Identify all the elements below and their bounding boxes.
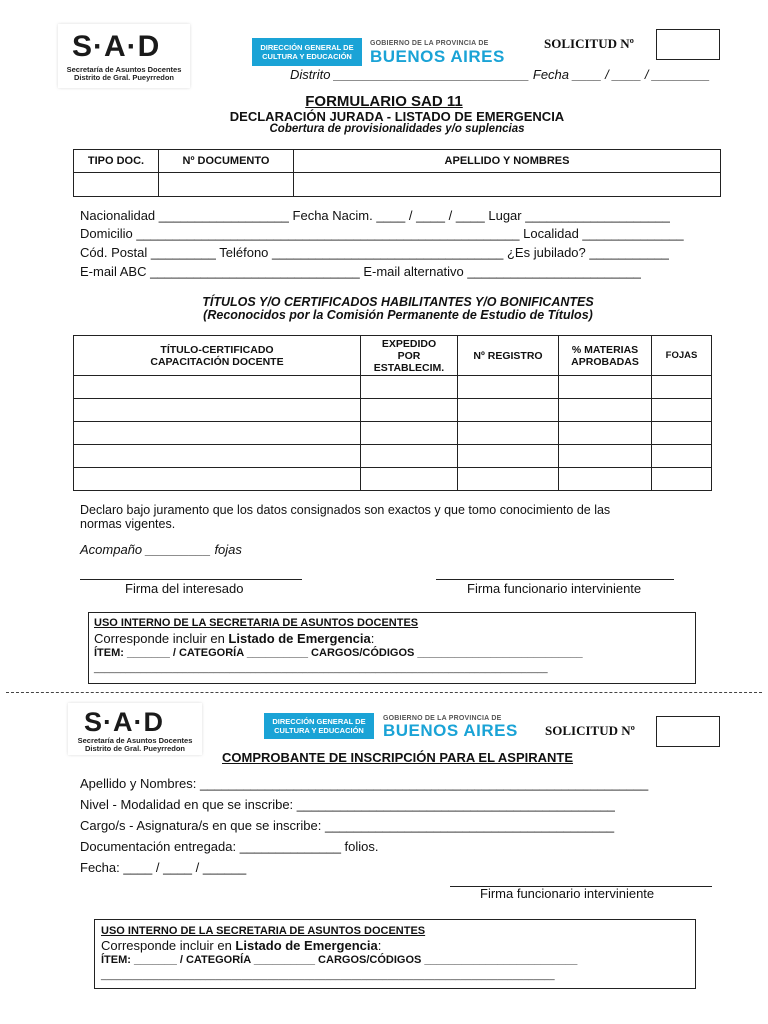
titulos-header-titulo: TÍTULO-CERTIFICADO CAPACITACIÓN DOCENTE xyxy=(74,336,361,376)
ba-buenos-aires-label: BUENOS AIRES xyxy=(370,47,505,66)
titulos-subheading: (Reconocidos por la Comisión Permanente de Estudio de Títulos) xyxy=(203,308,593,322)
comprobante-firma-label: Firma funcionario interviniente xyxy=(480,886,655,901)
blank-line-1: _______________________________________________________________________________________ xyxy=(94,662,548,673)
titulos-table xyxy=(73,335,712,491)
solicitud-label-2: SOLICITUD Nº xyxy=(545,723,635,738)
email-line: E-mail ABC _____________________________ E-mail alternativo ________________________ xyxy=(80,264,641,279)
ba-direccion-badge-2: DIRECCIÓN GENERAL DE CULTURA Y EDUCACIÓN xyxy=(264,713,374,739)
id-header-tipo-doc: TIPO DOC. xyxy=(74,150,159,173)
id-cell-tipo-doc[interactable] xyxy=(74,173,159,197)
titulos-header-expedido: EXPEDIDO POR ESTABLECIM. xyxy=(361,336,458,376)
titulos-header-materias: % MATERIAS APROBADAS xyxy=(559,336,652,376)
item-line-1: ÍTEM: _______ / CATEGORÍA __________ CARGOS/CÓDIGOS ___________________________ xyxy=(94,647,583,659)
corresponde-line-1: Corresponde incluir en Listado de Emergencia: xyxy=(94,631,375,646)
sad-logo xyxy=(58,24,190,88)
titulos-row xyxy=(74,376,712,399)
cobertura-subtitle: Cobertura de provisionalidades y/o suplencias xyxy=(269,123,525,135)
id-header-nro-documento: Nº DOCUMENTO xyxy=(159,150,294,173)
firma-funcionario-line xyxy=(436,579,674,580)
titulos-row xyxy=(74,468,712,491)
comprobante-documentacion-line: Documentación entregada: ______________ folios. xyxy=(80,839,379,854)
ba-direccion-badge: DIRECCIÓN GENERAL DE CULTURA Y EDUCACIÓN xyxy=(252,38,362,66)
form-title: FORMULARIO SAD 11 xyxy=(305,93,463,110)
titulos-row xyxy=(74,445,712,468)
id-table xyxy=(73,149,721,197)
firma-funcionario-label: Firma funcionario interviniente xyxy=(467,581,642,596)
titulos-heading: TÍTULOS Y/O CERTIFICADOS HABILITANTES Y/O BONIFICANTES xyxy=(202,295,594,309)
sad-logo-2: S·A·D Secretaría de Asuntos Docentes Distrito de Gral. Pueyrredon xyxy=(68,703,202,755)
domicilio-line: Domicilio _____________________________________________________ Localidad ______________ xyxy=(80,226,684,241)
id-header-apellido-nombres: APELLIDO Y NOMBRES xyxy=(294,150,721,173)
firma-interesado-line xyxy=(80,579,302,580)
declaro-line-1: Declaro bajo juramento que los datos consignados son exactos y que tomo conocimiento de las xyxy=(80,503,611,517)
comprobante-fecha-line: Fecha: ____ / ____ / ______ xyxy=(80,860,247,875)
nacionalidad-line: Nacionalidad __________________ Fecha Nacim. ____ / ____ / ____ Lugar ____________________ xyxy=(80,208,670,223)
titulos-row xyxy=(74,422,712,445)
acompano-line: Acompaño _________ fojas xyxy=(80,542,242,557)
uso-interno-title-1: USO INTERNO DE LA SECRETARIA DE ASUNTOS DOCENTES xyxy=(94,617,419,629)
titulos-row xyxy=(74,399,712,422)
cut-divider xyxy=(6,692,762,693)
ba-gobierno-label: GOBIERNO DE LA PROVINCIA DE xyxy=(370,40,489,47)
codigo-postal-line: Cód. Postal _________ Teléfono ________________________________ ¿Es jubilado? ___________ xyxy=(80,245,669,260)
item-line-2: ÍTEM: _______ / CATEGORÍA __________ CARGOS/CÓDIGOS _________________________ xyxy=(101,954,578,966)
corresponde-line-2: Corresponde incluir en Listado de Emergencia: xyxy=(101,938,382,953)
ba-buenos-aires-label-2: BUENOS AIRES xyxy=(383,721,518,740)
solicitud-label: SOLICITUD Nº xyxy=(544,36,634,51)
sad-logo-subtitle: Secretaría de Asuntos Docentes Distrito de Gral. Pueyrredon xyxy=(66,65,182,82)
declaro-line-2: normas vigentes. xyxy=(80,517,176,531)
sad-logo-letters: S·A·D xyxy=(72,30,161,63)
comprobante-cargo-line: Cargo/s - Asignatura/s en que se inscribe: ________________________________________ xyxy=(80,818,615,833)
comprobante-nivel-line: Nivel - Modalidad en que se inscribe: ____________________________________________ xyxy=(80,797,615,812)
id-cell-apellido-nombres[interactable] xyxy=(294,173,721,197)
comprobante-title: COMPROBANTE DE INSCRIPCIÓN PARA EL ASPIRANTE xyxy=(222,750,574,765)
blank-line-2: _______________________________________________________________________________________ xyxy=(101,969,555,980)
uso-interno-title-2: USO INTERNO DE LA SECRETARIA DE ASUNTOS DOCENTES xyxy=(101,925,426,937)
ba-gobierno-label-2: GOBIERNO DE LA PROVINCIA DE xyxy=(383,715,502,722)
solicitud-number-box-2[interactable] xyxy=(656,716,720,747)
titulos-header-fojas: FOJAS xyxy=(652,336,712,376)
id-cell-nro-documento[interactable] xyxy=(159,173,294,197)
declaracion-title: DECLARACIÓN JURADA - LISTADO DE EMERGENCIA xyxy=(229,109,565,124)
comprobante-apellido-line: Apellido y Nombres: ______________________________________________________________ xyxy=(80,776,649,791)
distrito-fecha-line: Distrito ___________________________ Fecha ____ / ____ / ________ xyxy=(290,67,710,82)
titulos-header-registro: Nº REGISTRO xyxy=(458,336,559,376)
firma-interesado-label: Firma del interesado xyxy=(125,581,244,596)
solicitud-number-box[interactable] xyxy=(656,29,720,60)
